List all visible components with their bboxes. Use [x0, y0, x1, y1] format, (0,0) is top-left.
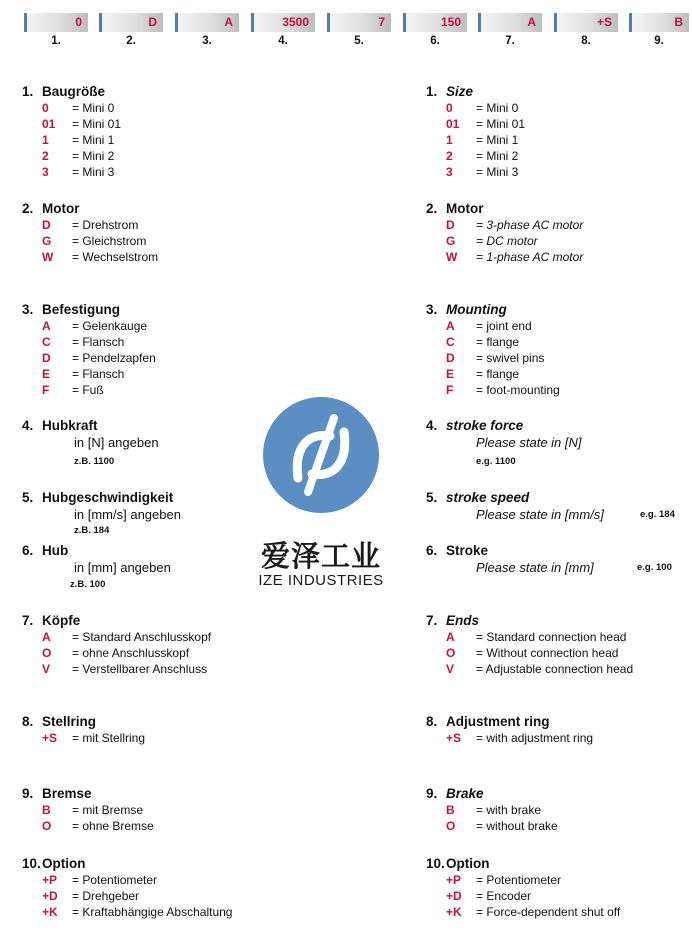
list-item: D = 3-phase AC motor [446, 218, 584, 232]
code-position: 4. [278, 35, 288, 47]
code-position: 6. [430, 35, 440, 47]
de-section-size [22, 83, 121, 180]
list-item: +P = Potentiometer [446, 873, 562, 887]
section-heading: 1. Baugröße [22, 84, 106, 99]
code-position: 1. [51, 35, 61, 47]
list-item: +S = with adjustment ring [446, 731, 594, 745]
code-value: 7 [327, 13, 391, 32]
example-value: z.B. 100 [70, 579, 106, 590]
state-instruction: Please state in [mm/s] [476, 507, 604, 522]
en-section-stroke-speed [426, 489, 604, 524]
list-item: 1 = Mini 1 [42, 133, 115, 147]
list-item: D = Pendelzapfen [42, 351, 156, 365]
ize-logo-icon [246, 380, 396, 530]
list-item: O = ohne Anschlusskopf [42, 646, 190, 660]
list-item: +D = Encoder [446, 889, 532, 903]
en-section-brake [426, 785, 558, 834]
section-heading: 2. Motor [22, 201, 80, 216]
list-item: O = without brake [446, 819, 558, 833]
section-heading: 7. Ends [426, 613, 480, 628]
de-section-adjustment-ring [22, 713, 145, 746]
section-heading: 3. Mounting [426, 302, 507, 317]
code-segment [629, 13, 689, 47]
section-heading: 5. stroke speed [426, 490, 530, 505]
code-segment [403, 13, 467, 47]
list-item: +D = Drehgeber [42, 889, 140, 903]
list-item: E = Flansch [42, 367, 125, 381]
list-item: F = foot-mounting [446, 383, 560, 397]
list-item: W = Wechselstrom [42, 250, 159, 264]
code-value: +S [554, 13, 618, 32]
code-segment [327, 13, 391, 47]
en-section-option [426, 855, 620, 920]
code-position: 3. [202, 35, 212, 47]
code-segment [554, 13, 618, 47]
logo-english-text: IZE INDUSTRIES [258, 572, 384, 589]
list-item: 01 = Mini 01 [446, 117, 526, 131]
en-section-size [426, 83, 525, 180]
list-item: V = Adjustable connection head [446, 662, 634, 676]
list-item: O = Without connection head [446, 646, 619, 660]
code-value: A [478, 13, 542, 32]
de-section-option [22, 855, 232, 920]
code-position: 2. [126, 35, 136, 47]
list-item: D = Drehstrom [42, 218, 139, 232]
list-item: A = Gelenkauge [42, 319, 148, 333]
ordering-code-bar [0, 13, 692, 53]
code-value: A [175, 13, 239, 32]
list-item: 1 = Mini 1 [446, 133, 519, 147]
code-position: 7. [505, 35, 515, 47]
section-heading: 1. Size [426, 84, 474, 99]
list-item: O = ohne Bremse [42, 819, 154, 833]
en-section-mounting [426, 301, 560, 398]
list-item: B = with brake [446, 803, 542, 817]
code-position: 8. [581, 35, 591, 47]
list-item: A = Standard connection head [446, 630, 627, 644]
code-value: D [99, 13, 163, 32]
state-instruction: Please state in [mm] [476, 560, 594, 575]
de-section-brake [22, 785, 154, 834]
state-instruction: in [N] angeben [74, 435, 159, 450]
list-item: 3 = Mini 3 [446, 165, 519, 179]
de-section-ends [22, 612, 211, 677]
en-section-stroke [426, 542, 594, 577]
list-item: B = mit Bremse [42, 803, 144, 817]
code-segment [99, 13, 163, 47]
section-heading: 8. Stellring [22, 714, 97, 729]
state-instruction: in [mm] angeben [74, 560, 171, 575]
list-item: E = flange [446, 367, 520, 381]
section-heading: 10.Option [426, 856, 490, 871]
code-segment [175, 13, 239, 47]
en-section-stroke-force [426, 417, 582, 469]
code-value: 150 [403, 13, 467, 32]
section-heading: 10.Option [22, 856, 86, 871]
list-item: A = Standard Anschlusskopf [42, 630, 212, 644]
list-item: A = joint end [446, 319, 532, 333]
code-value: 0 [24, 13, 88, 32]
list-item: +S = mit Stellring [42, 731, 146, 745]
de-section-stroke-speed [22, 489, 181, 538]
list-item: 0 = Mini 0 [446, 101, 519, 115]
de-section-stroke [22, 542, 171, 592]
list-item: 3 = Mini 3 [42, 165, 115, 179]
example-value: e.g. 100 [637, 562, 672, 573]
list-item: +P = Potentiometer [42, 873, 158, 887]
list-item: +K = Force-dependent shut off [446, 905, 621, 919]
de-section-stroke-force [22, 417, 159, 469]
section-heading: 9. Brake [426, 786, 484, 801]
ize-watermark [246, 372, 396, 592]
section-heading: 6. Hub [22, 543, 69, 558]
list-item: F = Fuß [42, 383, 104, 397]
list-item: G = Gleichstrom [42, 234, 147, 248]
section-heading: 7. Köpfe [22, 613, 81, 628]
section-heading: 2. Motor [426, 201, 484, 216]
state-instruction: in [mm/s] angeben [74, 507, 181, 522]
list-item: W = 1-phase AC motor [446, 250, 584, 264]
list-item: +K = Kraftabhängige Abschaltung [42, 905, 233, 919]
logo-chinese-text: 爱泽工业 [260, 539, 381, 573]
section-heading: 9. Bremse [22, 786, 92, 801]
state-instruction: Please state in [N] [476, 435, 582, 450]
list-item: 2 = Mini 2 [42, 149, 115, 163]
code-segment [478, 13, 542, 47]
list-item: 2 = Mini 2 [446, 149, 519, 163]
code-segment [251, 13, 315, 47]
list-item: 01 = Mini 01 [42, 117, 122, 131]
example-value: e.g. 184 [640, 509, 675, 520]
section-heading: 4. Hubkraft [22, 418, 98, 433]
list-item: 0 = Mini 0 [42, 101, 115, 115]
de-section-mounting [22, 301, 156, 398]
list-item: D = swivel pins [446, 351, 545, 365]
code-position: 9. [654, 35, 664, 47]
code-value: B [629, 13, 689, 32]
code-segment [24, 13, 88, 47]
section-heading: 4. stroke force [426, 418, 524, 433]
section-heading: 8. Adjustment ring [426, 714, 550, 729]
en-section-ends [426, 612, 633, 677]
en-section-motor [426, 200, 583, 265]
en-section-adjustment-ring [426, 713, 593, 746]
code-position: 5. [354, 35, 364, 47]
de-section-motor [22, 200, 158, 265]
list-item: C = Flansch [42, 335, 125, 349]
example-value: e.g. 1100 [476, 456, 516, 467]
list-item: G = DC motor [446, 234, 538, 248]
example-value: z.B. 1100 [74, 456, 115, 467]
section-heading: 6. Stroke [426, 543, 489, 558]
code-value: 3500 [251, 13, 315, 32]
section-heading: 5. Hubgeschwindigkeit [22, 490, 174, 505]
example-value: z.B. 184 [74, 525, 110, 536]
list-item: C = flange [446, 335, 520, 349]
list-item: V = Verstellbarer Anschluss [42, 662, 208, 676]
section-heading: 3. Befestigung [22, 302, 121, 317]
